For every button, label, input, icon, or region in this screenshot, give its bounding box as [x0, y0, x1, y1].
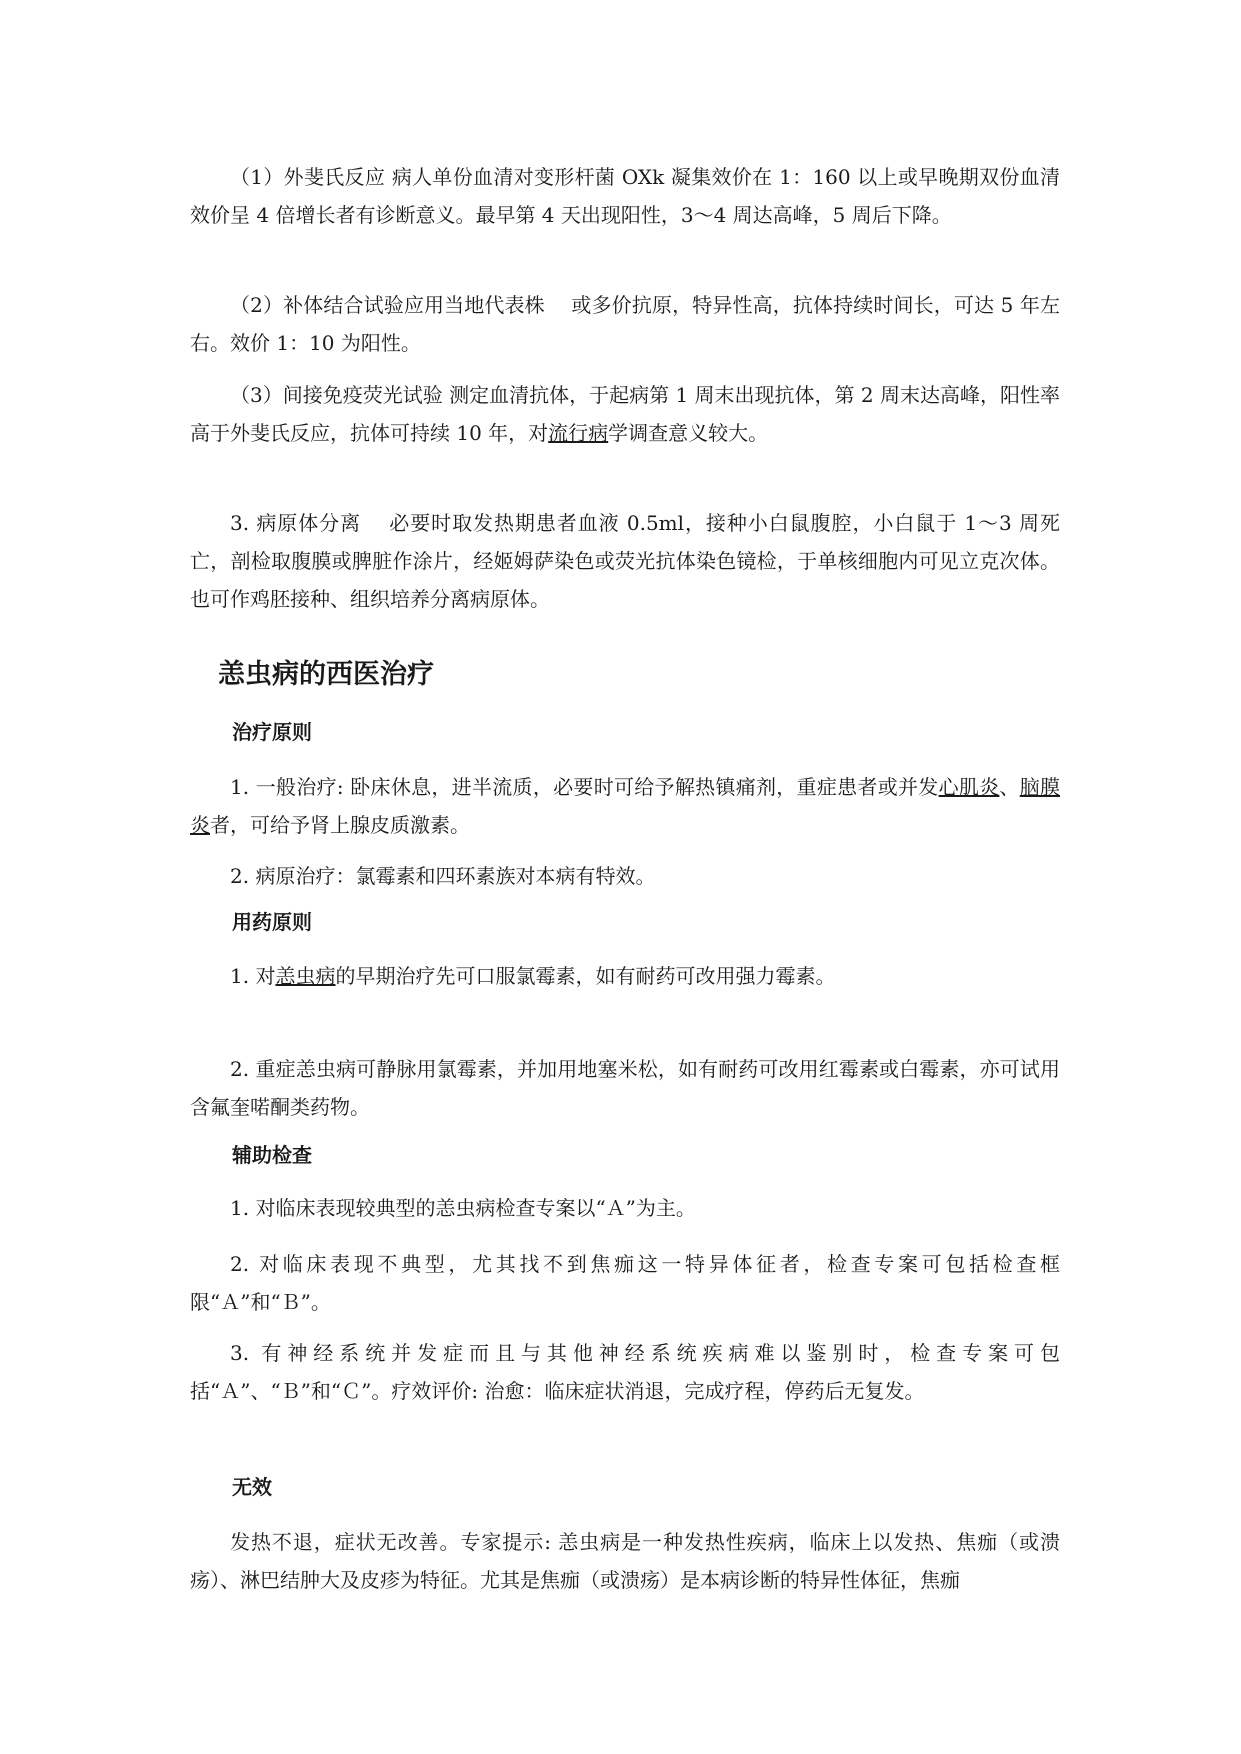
heading-medication-principle: 用药原则 [232, 910, 312, 934]
heading-auxiliary-exam: 辅助检查 [232, 1143, 312, 1167]
link-epidemiology[interactable]: 流行病 [548, 421, 609, 445]
paragraph-pathogen-isolation: 3. 病原体分离 必要时取发热期患者血液 0.5ml，接种小白鼠腹腔，小白鼠于 1～3 周死亡，剖检取腹膜或脾脏作涂片，经姬姆萨染色或荧光抗体染色镜检，于单核细胞内可见立克次体。也可作鸡胚接种、组织培养分离病原体。 [190, 511, 1060, 611]
paragraph-immunofluorescence: （3）间接免疫荧光试验 测定血清抗体，于起病第 1 周末出现抗体，第 2 周末达高峰，阳性率高于外斐氏反应，抗体可持续 10 年，对流行病学调查意义较大。 [190, 383, 1060, 445]
paragraph-exam-atypical: 2. 对临床表现不典型，尤其找不到焦痂这一特异体征者，检查专案可包括检查框限“Ａ”和“Ｂ”。 [190, 1252, 1060, 1314]
paragraph-severe-case: 2. 重症恙虫病可静脉用氯霉素，并加用地塞米松，如有耐药可改用红霉素或白霉素，亦可试用含氟奎喏酮类药物。 [190, 1057, 1060, 1119]
link-myocarditis[interactable]: 心肌炎 [938, 775, 1000, 799]
paragraph-exam-neuro: 3. 有神经系统并发症而且与其他神经系统疾病难以鉴别时，检查专案可包括“Ａ”、“Ｂ”和“Ｃ”。疗效评价: 治愈：临床症状消退，完成疗程，停药后无复发。 [190, 1341, 1060, 1403]
paragraph-general-treatment: 1. 一般治疗: 卧床休息，进半流质，必要时可给予解热镇痛剂，重症患者或并发心肌炎、脑膜炎者，可给予肾上腺皮质激素。 [190, 775, 1061, 837]
link-scrub-typhus[interactable]: 恙虫病 [275, 964, 336, 988]
heading-treatment-principle: 治疗原则 [232, 720, 312, 744]
paragraph-complement-fixation: （2）补体结合试验应用当地代表株 或多价抗原，特异性高，抗体持续时间长，可达 5 年左右。效价 1：10 为阳性。 [190, 293, 1060, 355]
paragraph-weil-felix: （1）外斐氏反应 病人单份血清对变形杆菌 OXk 凝集效价在 1：160 以上或早晚期双份血清效价呈 4 倍增长者有诊断意义。最早第 4 天出现阳性，3～4 周达高峰，5 周后下降。 [190, 165, 1060, 227]
heading-ineffective: 无效 [232, 1475, 272, 1499]
paragraph-exam-typical: 1. 对临床表现较典型的恙虫病检查专案以“Ａ”为主。 [230, 1196, 696, 1220]
link-meningitis[interactable]: 脑膜炎 [190, 775, 1061, 837]
section-title: 恙虫病的西医治疗 [218, 659, 434, 690]
paragraph-expert-tip: 发热不退，症状无改善。专家提示: 恙虫病是一种发热性疾病，临床上以发热、焦痂（或溃疡）、淋巴结肿大及皮疹为特征。尤其是焦痂（或溃疡）是本病诊断的特异性体征，焦痂 [190, 1530, 1060, 1592]
paragraph-early-treatment: 1. 对恙虫病的早期治疗先可口服氯霉素，如有耐药可改用强力霉素。 [230, 964, 836, 988]
paragraph-etiological-treatment: 2. 病原治疗：氯霉素和四环素族对本病有特效。 [230, 864, 656, 888]
